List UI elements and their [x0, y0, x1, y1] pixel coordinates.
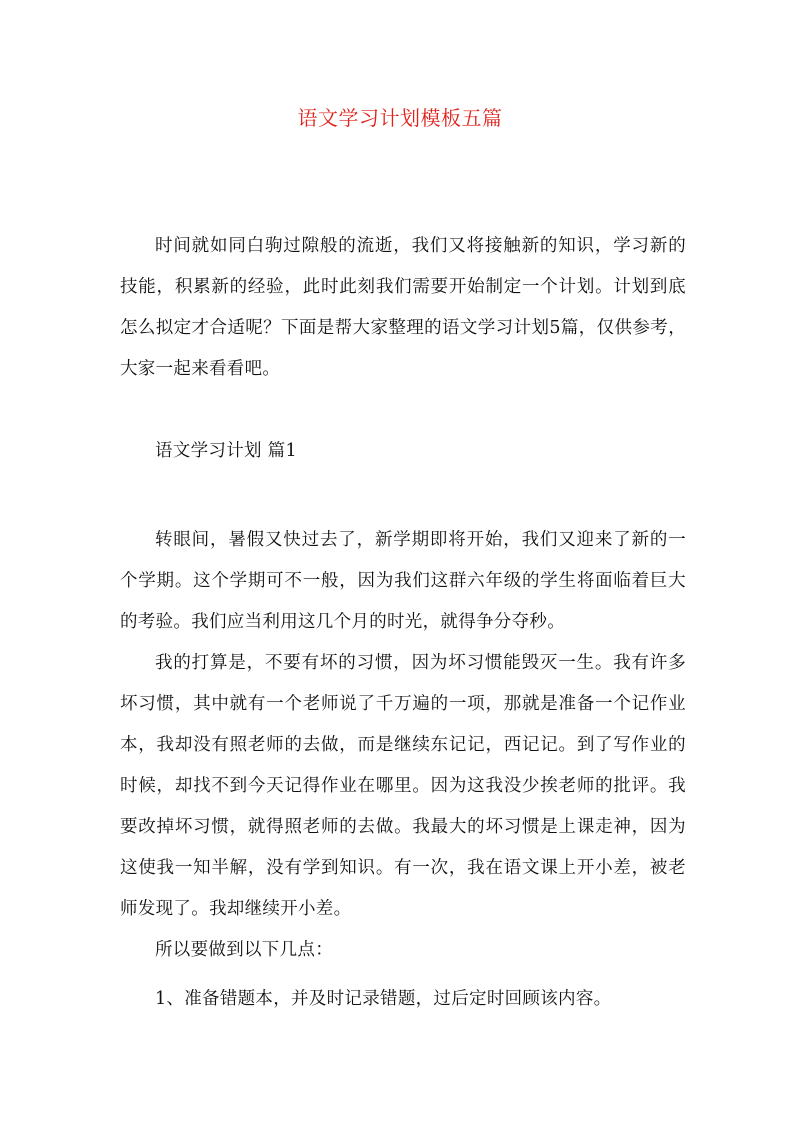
list-item: 1、准备错题本，并及时记录错题，过后定时回顾该内容。: [155, 989, 612, 1009]
document-title: 语文学习计划模板五篇: [297, 106, 503, 130]
body-paragraph: 转眼间，暑假又快过去了，新学期即将开始，我们又迎来了新的一个学期。这个学期可不一般，因为我们这群六年级的学生将面临着巨大的考验。我们应当利用这几个月的时光，就得争分夺秒。: [120, 530, 686, 632]
body-paragraph: 我的打算是，不要有坏的习惯，因为坏习惯能毁灭一生。我有许多坏习惯，其中就有一个老师说了千万遍的一项，那就是准备一个记作业本，我却没有照老师的去做，而是继续东记记，西记记。到了写作业的时候，却找不到今天记得作业在哪里。因为这我没少挨老师的批评。我要改掉坏习惯，就得照老师的去做。我最大的坏习惯是上课走神，因为这使我一知半解，没有学到知识。有一次，我在语文课上开小差，被老师发现了。我却继续开小差。: [120, 653, 686, 919]
intro-paragraph: 时间就如同白驹过隙般的流逝，我们又将接触新的知识，学习新的技能，积累新的经验，此时此刻我们需要开始制定一个计划。计划到底怎么拟定才合适呢？下面是帮大家整理的语文学习计划5篇，仅供参考，大家一起来看看吧。: [120, 236, 686, 379]
section-heading: 语文学习计划 篇1: [155, 441, 297, 461]
body-paragraph: 所以要做到以下几点：: [155, 940, 333, 960]
